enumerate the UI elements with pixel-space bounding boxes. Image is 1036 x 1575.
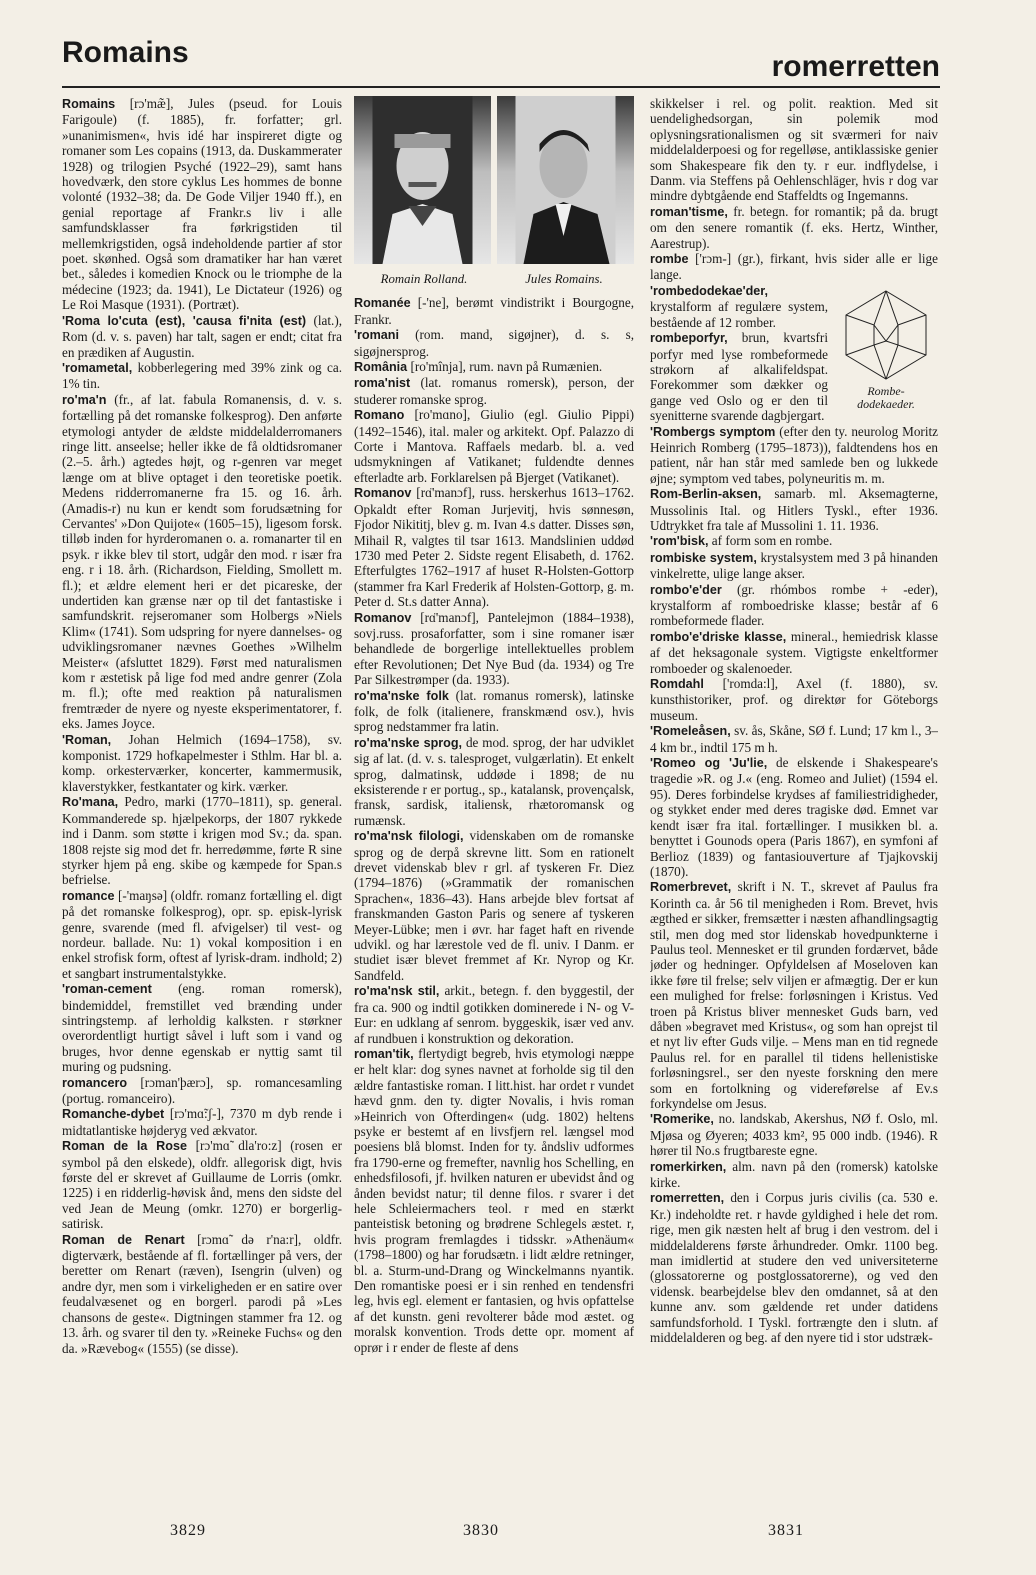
dictionary-entry	[650, 879, 938, 1111]
dictionary-entry	[354, 485, 634, 609]
entry-definition: Johan Helmich (1694–1758), sv. komponist. 1729 hofkapelmester i Sthlm. Har bl. a. komp. orkesterværker, koncerter, kammermusik, klaverstykker, festkantater og kirk. værker.	[62, 731, 342, 794]
entry-definition: Pedro, marki (1770–1811), sp. general. Kommanderede sp. hjælpekorps, der 1807 rykkede ind i Danm. som støtte i krigen mod Sv.; da. span. 1808 rejste sig mod det fr. herredømme, førte R sine styrker hjem på eng. skibe og kæmpede for Span.s befrielse.	[62, 794, 342, 888]
entry-definition: skikkelser i rel. og polit. reaktion. Med sit uendelighedsorgan, sin polemik mod oplysningsrationalismen og sit sværmeri for naiv middelalderpoesi og for regelløse, antiklassiske genier som Shakespeare fik den ty. r eur. indflydelse, i Danm. via Steffens på Oehlenschläger, hvis r dog var mindre dybtgående end Staffeldts og Ingemanns.	[650, 96, 938, 204]
entry-headword: rombo'e'der	[650, 582, 722, 597]
entry-headword: 'romametal,	[62, 360, 133, 375]
dictionary-entry	[354, 359, 634, 375]
column-1	[62, 96, 342, 1506]
entry-headword: 'roman-cement	[62, 982, 152, 997]
entry-definition: krystalsystem med 3 på hinanden vinkelrette, ulige lange akser.	[650, 549, 938, 582]
dictionary-entry	[62, 96, 342, 313]
rhombo-caption-line1: Rombe-	[867, 383, 905, 398]
entry-headword: roman'tisme,	[650, 204, 728, 219]
entry-headword: Roman de Renart	[62, 1232, 185, 1247]
entry-definition: den i Corpus juris civilis (ca. 530 e. Kr.) indeholdte ret. r havde gyldighed i hele det rom. rige, men gik næsten helt af brug i den vestrom. del i middelalderens første århundreder. Omkr. 1100 beg. man imidlertid at studere den ved universiteterne (glossatorerne og postglossatorerne), og ved den vidensk. bearbejdelse blev den omdannet, så at den kunne anv. som gældende ret under datidens samfundsforhold. I Tyskl. fortrængte den i slutn. af middelalderen og beg. af den nyere tid i stor udstræk-	[650, 1190, 938, 1346]
rhombo-caption	[834, 385, 938, 411]
entry-definition: [ro'mînja], rum. navn på Rumænien.	[410, 359, 603, 375]
entry-definition: af form som en rombe.	[711, 533, 833, 549]
entry-headword: rombiske system,	[650, 550, 757, 565]
entry-headword: 'Romeo og 'Ju'lie,	[650, 756, 768, 771]
caption-jules-romains: Jules Romains.	[525, 272, 603, 286]
entry-headword: Romanée	[354, 296, 411, 311]
entry-headword: Romanov	[354, 610, 412, 625]
entry-definition: sv. ås, Skåne, SØ f. Lund; 17 km l., 3–4 km br., indtil 175 m h.	[650, 723, 938, 755]
entry-headword: roman'tik,	[354, 1046, 414, 1061]
entry-definition: ['rɔm-] (gr.), firkant, hvis sider alle er lige lange.	[650, 251, 938, 283]
dictionary-entry	[62, 1106, 342, 1138]
entry-headword: Rom-Berlin-aksen,	[650, 487, 762, 502]
dictionary-entry	[354, 375, 634, 407]
entry-definition: [-'maŋsə] (oldfr. romanz fortælling el. digt på det romanske folkesprog), opr. sp. episk-lyrisk genre, svarende (med fl. afvigelser) til vest- og nordeur. ballade. Nu: 1) vokal komposition i en enkel strofisk form, oftest af lyrisk-dram. indhold; 2) et sangbart instrumentalstykke.	[62, 887, 342, 981]
dictionary-entry	[62, 1138, 342, 1231]
dictionary-entry	[650, 486, 938, 533]
dictionary-entry	[354, 983, 634, 1046]
entry-definition: ['romda:l], Axel (f. 1880), sv. kunsthistoriker, prof. og direktør for Göteborgs museum.	[650, 676, 938, 723]
entry-headword: rombeporfyr,	[650, 331, 728, 346]
entry-headword: 'Rombergs symptom	[650, 424, 776, 439]
dictionary-entry	[650, 1190, 938, 1345]
entry-headword: ro'ma'nsk stil,	[354, 984, 440, 999]
column-3-entries-top	[650, 96, 938, 283]
entry-definition: videnskaben om de romanske sprog og de derpå skrevne litt. Som en rationelt drevet videnskab blev r grl. af tyskeren Fr. Diez (1794–1876) (»Grammatik der romanischen Sprachen«, 1836–43). Hans arbejde blev fortsat af franskmanden Gaston Paris og senere af tyskeren Meyer-Lübke; men i øvr. har faget haft en rivende udvikl. og har lærestole ved de fl. univ. I Danm. er studiet især blevet fremmet af Kr. Nyrop og Kr. Sandfeld.	[354, 828, 634, 983]
entry-definition: (lat. romanus romersk), latinske folk, de folk (italienere, franskmænd osv.), hvis sprog nedstammer fra latin.	[354, 687, 634, 735]
entry-headword: Roman de la Rose	[62, 1139, 187, 1154]
entry-definition: flertydigt begreb, hvis etymologi næppe er helt klar: dog synes navnet at forholde sig til den ældre fantastiske roman. I litt.hist. har ordet r vundet hævd gnm. den ty. digter Novalis, i hvis roman »Heinrich von Ofterdingen« (udg. 1802) heltens psyke er bestemt af en livsfjern rel. længsel mod poesiens blå blomst. Inden for ty. åndsliv udformes fra 1790-erne og fremefter, navnlig hos Schelling, en enhedsfilosofi, jf. hvilken naturen er ubevidst ånd og ånden bevidst natur; til denne filos. r svarer i det hele Schleiermachers teol. r med en stærkt panteistisk betoning og brødrene Schlegels æstet. r, hvis program fremlagdes i tidsskr. »Athenäum« (1798–1800) og har forudsætn. i lidt ældre retninger, bl. a. Sturm-und-Drang og Winckelmanns nyantik. Den romantiske poesi er i sin renhed en tendensfri leg, hvis egl. element er fantasien, og hvis opfattelse af det kunstn. geni revolterer både mod æstet. og moralsk konvention. Trods dette opr. moment af oprør i r ender de fleste af dens	[354, 1045, 634, 1355]
portrait-romains-image	[497, 96, 634, 264]
entry-definition: (eng. roman romersk), bindemiddel, fremstillet ved brænding under sintringstemp. af lerholdig kalksten. r størkner overordentligt hurtigt såvel i luft som i vand og bruges, hvor denne egenskab er nyttig samt til muring og pudsning.	[62, 981, 342, 1075]
dictionary-entry	[354, 1046, 634, 1355]
portrait-captions	[354, 272, 634, 287]
dictionary-entry	[650, 755, 938, 879]
entry-definition: alm. navn på den (romersk) katolske kirke.	[650, 1158, 938, 1191]
page-header	[62, 30, 940, 88]
entry-definition: kobberlegering med 39% zink og ca. 1% tin.	[62, 359, 342, 392]
rhombo-caption-line2: dodekaeder.	[857, 396, 915, 411]
entry-definition: (rom. mand, sigøjner), d. s. s, sigøjnersprog.	[354, 327, 634, 359]
dictionary-entry	[650, 1111, 938, 1158]
dictionary-entry	[62, 981, 342, 1074]
dictionary-entry	[650, 676, 938, 723]
dictionary-entry	[62, 1075, 342, 1107]
dictionary-entry	[650, 629, 938, 676]
entry-definition: brun, kvartsfri porfyr med lyse rombeformede strøkorn af alkalifeldspat. Forekommer som dækker og gange ved Oslo og er den til syenitterne svarende dagbjergart.	[650, 330, 828, 424]
entry-headword: romance	[62, 888, 115, 903]
dictionary-entry	[62, 794, 342, 887]
dictionary-entry	[354, 828, 634, 983]
entry-definition: krystalform af regulære system, bestående af 12 romber.	[650, 299, 828, 330]
dictionary-entry	[650, 533, 938, 549]
entry-definition: [rɔ'mæ̃], Jules (pseud. for Louis Farigoule) (f. 1885), fr. forfatter; grl. »unanimismen«, hvis idé har inspireret digte og romaner som Les copains (1913, da. Duskammerater 1928) og trilogien Psyché (1922–29), samt hans hovedværk, den store cyklus Les hommes de bonne volonté (1932–38; da. De Gode Viljer 1940 ff.), en genial reportage af Frankr.s liv i alle samfundsklasser fra førkrigstiden til mellemkrigstiden, også indeholdende partier af stor poet. skønhed. Også som dramatiker har han været bet., således i komedien Knock ou le triomphe de la médecine (1923; da. 1941), Le Dictateur (1926) og Le Roi Masque (1931). (Portræt).	[62, 96, 342, 313]
entry-headword: Romains	[62, 97, 116, 111]
rhombododecahedron-drawing	[834, 285, 938, 385]
entry-definition: (lat. romanus romersk), person, der studerer romanske sprog.	[354, 375, 634, 407]
entry-definition: arkit., betegn. f. den byggestil, der fra ca. 900 og indtil gotikken dominerede i N- og V-Eur: en udklang af senrom. byggeskik, især ved anv. af rundbuen i konstruktion og dekoration.	[354, 983, 634, 1046]
dictionary-entry	[62, 313, 342, 360]
entry-definition: (gr. rhómbos rombe + -eder), krystalform af romboedriske klasse; består af 6 rombeformede flader.	[650, 581, 938, 629]
entry-definition: samarb. ml. Aksemagterne, Mussolinis Ital. og Hitlers Tyskl., efter 1936. Udtrykket fra tale af Mussolini 1. 11. 1936.	[650, 486, 938, 533]
page-number-middle: 3830	[463, 1522, 499, 1539]
rhombododecahedron-figure	[834, 285, 938, 411]
portrait-rolland-image	[354, 96, 491, 264]
entry-headword: 'rombedodekae'der,	[650, 283, 768, 298]
dictionary-entry	[650, 1159, 938, 1191]
dictionary-entry	[62, 888, 342, 981]
entry-headword: ro'ma'n	[62, 392, 107, 407]
dictionary-entry	[62, 360, 342, 392]
portrait-jules-romains	[497, 96, 634, 264]
dictionary-entry	[354, 407, 634, 485]
portrait-romain-rolland	[354, 96, 491, 264]
entry-definition: fr. betegn. for romantik; på da. brugt om den senere romantik (f. eks. Hertz, Winther, Aarestrup).	[650, 203, 938, 251]
dictionary-entry	[354, 688, 634, 735]
dictionary-entry	[354, 327, 634, 359]
entry-headword: 'Romerike,	[650, 1112, 714, 1127]
entry-definition: [rɑ̈'manɔf], russ. herskerhus 1613–1762. Opkaldt efter Roman Jurjevitj, hvis sønnesøn, Fjodor Nikititj, blev g. m. Ivan 4.s datter. Disses søn, Mihail R, valgtes til tsar 1613. Mandslinien uddød 1730 med Peter 2. Sidste regent Elisabeth, d. 1762. Efterfulgtes 1762–1917 af huset R-Holsten-Gottorp (stammer fra Karl Frederik af Holsten-Gottorp, g. m. Peter d. St.s datter Anna).	[354, 485, 634, 610]
entry-headword: Romano	[354, 408, 405, 423]
entry-headword: Romerbrevet,	[650, 880, 732, 895]
entry-headword: ro'ma'nske folk	[354, 688, 449, 703]
entry-definition: [-'ne], berømt vindistrikt i Bourgogne, Frankr.	[354, 295, 634, 327]
entry-definition: (lat.), Rom (d. v. s. paven) har talt, sagen er endt; citat fra en prædiken af Augustin.	[62, 312, 342, 360]
entry-definition: [rɔman'þærɔ], sp. romancesamling (portug. romanceiro).	[62, 1074, 342, 1106]
entry-headword: Romdahl	[650, 677, 704, 692]
dictionary-entry	[354, 610, 634, 688]
entry-definition: [ro'mɑno], Giulio (egl. Giulio Pippi) (1492–1546), ital. maler og arkitekt. Opf. Palazzo di Corte i Mantova. Raffaels medarb. bl. a. ved udsmykningen af Vatikanet; fuldendte dennes efterladte arb. Forklarelsen på Bjerget (Vatikanet).	[354, 407, 634, 485]
guide-word-left: Romains	[62, 36, 189, 69]
entry-headword: ro'ma'nsk filologi,	[354, 829, 464, 844]
dictionary-entry	[62, 392, 342, 732]
dictionary-entry	[650, 96, 938, 204]
entry-headword: rombo'e'driske klasse,	[650, 629, 787, 644]
entry-definition: skrift i N. T., skrevet af Paulus fra Korinth ca. år 56 til menigheden i Rom. Brevet, hvis ægthed er sikker, fremsætter i næsten afhandlingsagtig stil, men dog med stor lidenskab hovedpunkterne i Paulus teol. Mennesket er til grunden fordærvet, både jøder og hedninger. Opfyldelsen af Moseloven kan ikke føre til frelse; selv viljen er afmægtig. Der er kun een mulighed for frelse: forløsningen i Kristus. Ved troen på Kristus bliver mennesket Guds barn, ved dåben »begravet med Kristus«, og som han oprejst til et nyt liv efter Guds vilje. – Mens man en tid regnede Paulus rel. for en parallel til tidens hellenistiske forløsningsrel., ser den nyeste forskning den mere som en fortolkning og videreførelse af Ev.s forkyndelse om Jesus.	[650, 879, 938, 1111]
entry-headword: rombe	[650, 252, 689, 267]
column-2-entries	[354, 295, 634, 1355]
entry-headword: romerkirken,	[650, 1159, 727, 1174]
entry-headword: 'rom'bisk,	[650, 534, 709, 549]
dictionary-entry	[650, 204, 938, 251]
dictionary-entry	[650, 424, 938, 487]
dictionary-entry	[650, 723, 938, 755]
entry-headword: 'Romeleåsen,	[650, 724, 731, 739]
page-number-right: 3831	[768, 1522, 804, 1539]
entry-headword: 'romani	[354, 328, 399, 343]
column-3-entries-rest	[650, 283, 938, 1346]
entry-definition: no. landskab, Akershus, NØ f. Oslo, ml. Mjøsa og Øyeren; 4033 km², 95 000 indb. (1946). R hører til No.s frugtbareste egne.	[650, 1111, 938, 1159]
dictionary-entry	[354, 295, 634, 327]
column-2	[354, 96, 634, 1506]
entry-headword: roma'nist	[354, 376, 411, 391]
entry-definition: (fr., af lat. fabula Romanensis, d. v. s. fortælling på det romanske folkesprog). Den anførte etymologi antyder de ældste middelalderromaners ringe litt. anseelse; heller ikke de få oldtidsromaner (2.–5. årh.) agtedes højt, og r-genren var meget længe om at blive optaget i den teoretiske poetik. Medens ridderromanerne fra 15. og 16. årh. (Amadis-r) nu kun er kendt som forudsætning for Cervantes' »Don Quijote« (1605–15), ligesom forsk. tilløb inden for hyrderomanen o. a. romanarter til en psyk. r ikke blev til stort, udgår den mod. r især fra eng. r i 18. årh. (Richardson, Fielding, Smollett m. fl.); et ældre element heri er det picareske, der undertiden kan grænse nær op til det fantastiske i samfundskrit. rejseromaner som Holbergs »Niels Klim« (1741). Som udspring for nyere dannelses- og udviklingsromaner nævnes Goethes »Wilhelm Meister« (afsluttet 1829). Først med naturalismen kom r æstetisk på lige fod med andre genrer (Zola m. fl.); ofte med reaktion på naturalismen fremtræder de nyere og nyeste eksperimentatorer, f. eks. James Joyce.	[62, 391, 342, 732]
entry-headword: Ro'mana,	[62, 795, 119, 810]
entry-headword: România	[354, 360, 408, 375]
caption-romain-rolland: Romain Rolland.	[380, 272, 468, 286]
entry-headword: 'Roman,	[62, 732, 112, 747]
entry-headword: romerretten,	[650, 1191, 725, 1206]
entry-headword: Romanche-dybet	[62, 1107, 165, 1122]
entry-definition: [rɔmɑ̃ də r'na:r], oldfr. digterværk, bestående af fl. fortællinger på vers, der beretter om Renart (ræven), Isengrin (ulven) og andre dyr, men som i virkeligheden er en satire over feudalvæsenet og en borgerl. parodi på »Les chansons de geste«. Digtningen stammer fra 12. og 13. årh. og svarer til den ty. »Reineke Fuchs« og den da. »Rævebog« (1555) (se disse).	[62, 1231, 342, 1356]
portrait-pair	[354, 96, 634, 272]
entry-definition: (efter den ty. neurolog Moritz Heinrich Romberg (1795–1873)), faldtendens hos en patient, når han står med samlede ben og lukkede øjne; symptom ved tabes, polyneuritis m. m.	[650, 423, 938, 486]
entry-definition: de mod. sprog, der har udviklet sig af lat. (d. v. s. talesproget, vulgærlatin). Et enkelt sprog, dalmatinsk, uddøde i 1898; de nu eksisterende r er portug., sp., katalansk, provençalsk, fransk, sardisk, italiensk, rhætoromansk og rumænsk.	[354, 734, 634, 828]
entry-headword: Romanov	[354, 486, 412, 501]
entry-definition: mineral., hemiedrisk klasse af det heksagonale system. Vigtigste enkeltformer romboeder og skalenoeder.	[650, 628, 938, 676]
dictionary-entry	[62, 732, 342, 795]
entry-headword: romancero	[62, 1075, 128, 1090]
dictionary-entry	[650, 550, 938, 582]
dictionary-entry	[62, 1232, 342, 1356]
entry-definition: [rɑ̈'manɔf], Pantelejmon (1884–1938), sovj.russ. prosaforfatter, som i sine romaner især behandlede de borgerlige intellektuelles problem efter Revolutionen; Det Nye Bud (da. 1934) og Tre Par Silkestrømper (da. 1933).	[354, 609, 634, 688]
entry-definition: [rɔ'mɑ̃ dla'ro:z] (rosen er symbol på den elskede), oldfr. allegorisk digt, hvis første del er skrevet af Guillaume de Lorris (omkr. 1225) i en ridderlig-høvisk ånd, mens den sidste del ved Jean de Meung (omkr. 1270) er borgerlig-satirisk.	[62, 1138, 342, 1232]
entry-headword: 'Roma lo'cuta (est), 'causa fi'nita (est)	[62, 313, 307, 328]
column-3	[650, 96, 938, 1506]
dictionary-entry	[354, 735, 634, 828]
dictionary-entry	[650, 582, 938, 629]
page-number-left: 3829	[170, 1522, 206, 1539]
entry-definition: de elskende i Shakespeare's tragedie »R. og J.« (eng. Romeo and Juliet) (1594 el. 95). Deres forbindelse krydses af familiestridigheder, og stykket ender med deres tragiske død. Emnet var kendt især fra ital. fortællinger. I musikken bl. a. benyttet i Gounods opera (Paris 1867), en symfoni af Berlioz (1839) og fantasiouverture af Tjajkovskij (1870).	[650, 755, 938, 879]
dictionary-entry	[650, 251, 938, 283]
entry-headword: ro'ma'nske sprog,	[354, 735, 463, 750]
entry-definition: [rɔ'mɑ̃:ʃ-], 7370 m dyb rende i midtatlantiske højderyg ved ækvator.	[62, 1106, 342, 1138]
guide-word-right: romerretten	[771, 50, 940, 83]
